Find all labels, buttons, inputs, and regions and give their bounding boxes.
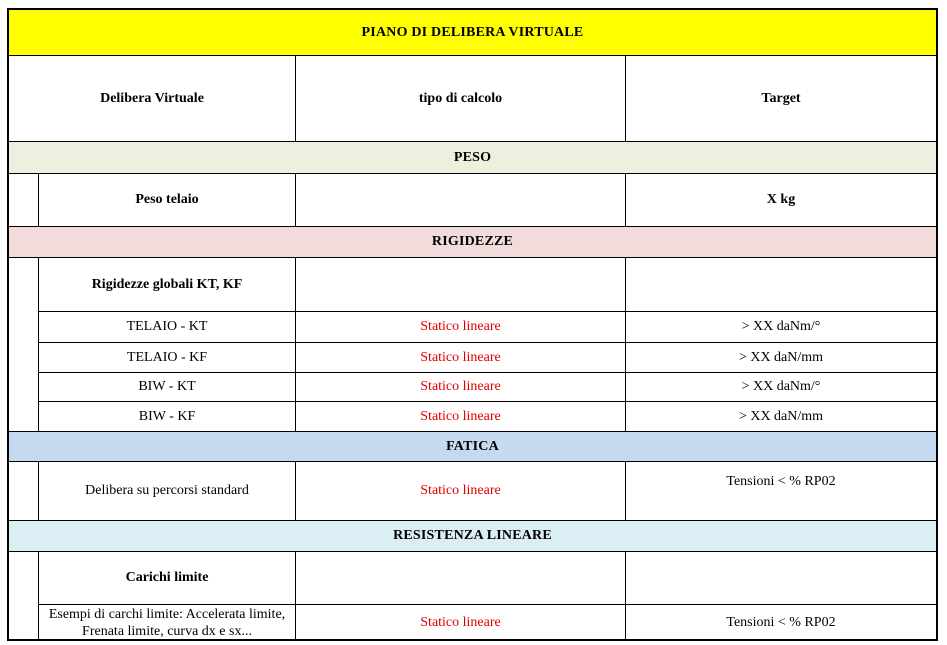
table-row bbox=[39, 402, 936, 432]
group-name: Carichi limite bbox=[39, 552, 296, 604]
section-resistenza-label: RESISTENZA LINEARE bbox=[393, 528, 552, 543]
group-row bbox=[39, 552, 936, 605]
row-target: > XX daNm/° bbox=[741, 379, 821, 394]
row-method: Statico lineare bbox=[296, 343, 626, 372]
section-peso-label: PESO bbox=[453, 149, 492, 165]
row-target: Tensioni < % RP02 bbox=[726, 615, 836, 630]
header-tipo-calcolo: tipo di calcolo bbox=[296, 56, 626, 141]
table-row bbox=[9, 174, 936, 227]
section-peso bbox=[9, 142, 936, 174]
group-name: Rigidezze globali KT, KF bbox=[39, 258, 296, 311]
row-target: > XX daN/mm bbox=[738, 408, 824, 424]
section-rigidezze-label: RIGIDEZZE bbox=[431, 234, 514, 249]
table-title-text: PIANO DI DELIBERA VIRTUALE bbox=[361, 24, 584, 40]
group-target bbox=[626, 258, 936, 311]
row-method: Statico lineare bbox=[296, 402, 626, 431]
delibera-table bbox=[7, 8, 938, 641]
row-marker bbox=[9, 174, 39, 226]
row-name: Peso telaio bbox=[39, 174, 296, 226]
section-fatica bbox=[9, 432, 936, 462]
header-delibera: Delibera Virtuale bbox=[9, 56, 296, 141]
row-name: BIW - KF bbox=[39, 402, 296, 431]
section-fatica-label: FATICA bbox=[446, 438, 499, 454]
row-method bbox=[296, 174, 626, 226]
table-title bbox=[9, 10, 936, 56]
group-method bbox=[296, 258, 626, 311]
header-target: Target bbox=[761, 90, 801, 106]
row-name: TELAIO - KT bbox=[39, 312, 296, 342]
row-name: Esempi di carchi limite: Accelerata limite, Frenata limite, curva dx e sx... bbox=[39, 605, 296, 641]
table-row bbox=[39, 343, 936, 373]
section-resistenza bbox=[9, 521, 936, 552]
table-row bbox=[39, 605, 936, 641]
resistenza-marker bbox=[9, 552, 39, 641]
group-row bbox=[39, 258, 936, 312]
rigidezze-marker bbox=[9, 258, 39, 432]
row-method: Statico lineare bbox=[296, 312, 626, 342]
row-target: > XX daNm/° bbox=[741, 319, 821, 334]
row-method: Statico lineare bbox=[296, 373, 626, 401]
group-method bbox=[296, 552, 626, 604]
header-row bbox=[9, 56, 936, 142]
row-name: Delibera su percorsi standard bbox=[39, 462, 296, 520]
table-row bbox=[39, 373, 936, 402]
row-target: Tensioni < % RP02 bbox=[726, 474, 836, 489]
group-target bbox=[626, 552, 936, 604]
table-row bbox=[9, 462, 936, 521]
row-name: TELAIO - KF bbox=[39, 343, 296, 372]
section-rigidezze bbox=[9, 227, 936, 258]
row-method: Statico lineare bbox=[296, 462, 626, 520]
row-target: > XX daN/mm bbox=[738, 349, 824, 365]
row-target: X kg bbox=[766, 192, 796, 207]
table-row bbox=[39, 312, 936, 343]
row-marker bbox=[9, 462, 39, 520]
row-method: Statico lineare bbox=[296, 605, 626, 641]
row-name: BIW - KT bbox=[39, 373, 296, 401]
